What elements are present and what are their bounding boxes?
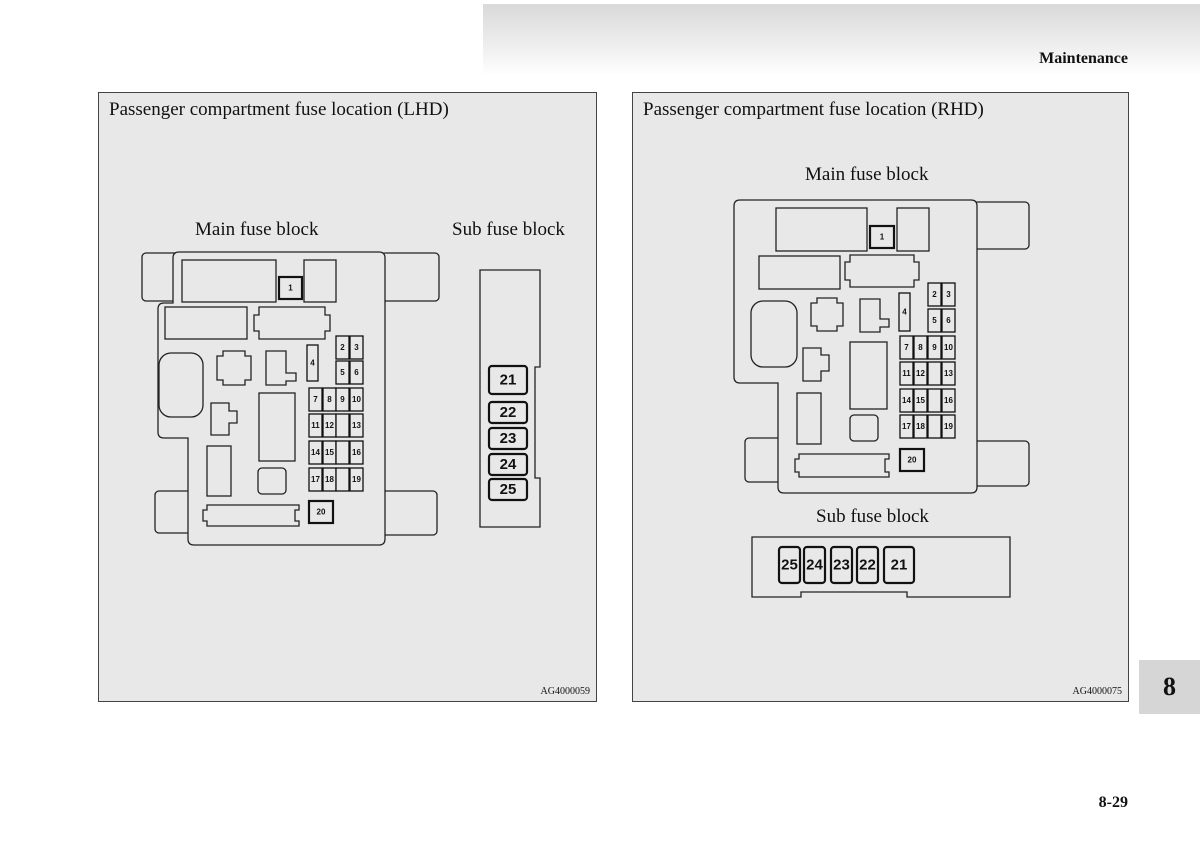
svg-text:14: 14 — [902, 396, 911, 405]
svg-text:20: 20 — [907, 455, 917, 465]
svg-text:6: 6 — [946, 316, 951, 325]
svg-text:9: 9 — [932, 343, 937, 352]
main-fuse-block-label-lhd: Main fuse block — [195, 219, 319, 240]
svg-text:9: 9 — [340, 395, 345, 404]
fuse-11 — [900, 362, 913, 385]
svg-text:17: 17 — [902, 422, 911, 431]
panel-title-lhd: Passenger compartment fuse location (LHD) — [109, 99, 449, 120]
fuse-diagram-rhd — [633, 93, 1130, 703]
fuse-19 — [942, 415, 955, 438]
svg-text:24: 24 — [499, 456, 517, 473]
fuse-empty — [928, 362, 941, 385]
fuse-1 — [870, 226, 894, 248]
svg-text:24: 24 — [806, 556, 823, 574]
svg-text:7: 7 — [904, 343, 909, 352]
svg-text:22: 22 — [499, 404, 517, 421]
svg-text:12: 12 — [325, 421, 334, 430]
fuse-20 — [900, 449, 924, 471]
fuse-12 — [323, 414, 336, 437]
panel-title-rhd: Passenger compartment fuse location (RHD) — [643, 99, 984, 120]
svg-text:12: 12 — [916, 369, 925, 378]
svg-text:23: 23 — [499, 430, 517, 447]
svg-text:21: 21 — [890, 556, 908, 574]
fuse-15 — [323, 441, 336, 464]
fuse-3 — [350, 336, 363, 359]
fuse-4 — [899, 293, 910, 331]
sub-fuse-22 — [857, 547, 878, 583]
fuse-13 — [942, 362, 955, 385]
sub-fuse-21 — [489, 366, 527, 394]
svg-text:25: 25 — [499, 481, 517, 498]
fuse-16 — [350, 441, 363, 464]
fuse-6 — [350, 361, 363, 384]
svg-text:3: 3 — [354, 343, 359, 352]
sub-fuse-block-label-rhd: Sub fuse block — [816, 506, 929, 527]
svg-text:1: 1 — [879, 232, 885, 242]
fuse-10 — [942, 336, 955, 359]
svg-text:5: 5 — [340, 368, 345, 377]
svg-text:2: 2 — [340, 343, 345, 352]
fuse-11 — [309, 414, 322, 437]
svg-text:1: 1 — [288, 283, 293, 293]
page-number: 8-29 — [1098, 794, 1128, 811]
svg-text:4: 4 — [310, 358, 315, 368]
svg-text:22: 22 — [859, 556, 876, 574]
svg-text:18: 18 — [916, 422, 925, 431]
svg-text:13: 13 — [352, 421, 361, 430]
svg-text:20: 20 — [316, 507, 326, 517]
fuse-3 — [942, 283, 955, 306]
fuse-7 — [309, 388, 322, 411]
sub-fuse-25 — [779, 547, 800, 583]
svg-text:23: 23 — [833, 556, 850, 574]
sub-fuse-25 — [489, 479, 527, 500]
svg-text:11: 11 — [902, 369, 911, 378]
fuse-14 — [900, 389, 913, 412]
section-title: Maintenance — [1039, 50, 1128, 67]
fuse-13 — [350, 414, 363, 437]
sub-fuse-24 — [804, 547, 825, 583]
figure-code-lhd: AG4000059 — [540, 686, 590, 697]
svg-text:16: 16 — [352, 448, 361, 457]
fuse-19 — [350, 468, 363, 491]
sub-fuse-23 — [831, 547, 852, 583]
fuse-empty — [336, 468, 349, 491]
svg-text:3: 3 — [946, 290, 951, 299]
svg-text:19: 19 — [352, 475, 361, 484]
sub-fuse-21 — [884, 547, 914, 583]
fuse-17 — [900, 415, 913, 438]
sub-fuse-24 — [489, 454, 527, 475]
fuse-16 — [942, 389, 955, 412]
sub-fuse-block-rhd — [752, 537, 1010, 597]
fuse-18 — [914, 415, 927, 438]
fuse-20 — [309, 501, 333, 523]
sub-fuse-22 — [489, 402, 527, 423]
svg-text:15: 15 — [916, 396, 925, 405]
svg-text:7: 7 — [313, 395, 318, 404]
svg-text:4: 4 — [902, 307, 907, 317]
svg-text:11: 11 — [311, 421, 320, 430]
figure-code-rhd: AG4000075 — [1072, 686, 1122, 697]
fuse-empty — [336, 441, 349, 464]
svg-text:10: 10 — [944, 343, 953, 352]
svg-text:13: 13 — [944, 369, 953, 378]
fuse-empty — [928, 389, 941, 412]
fuse-9 — [928, 336, 941, 359]
fuse-8 — [323, 388, 336, 411]
fuse-17 — [309, 468, 322, 491]
sub-fuse-block-label-lhd: Sub fuse block — [452, 219, 565, 240]
fuse-9 — [336, 388, 349, 411]
sub-fuse-block-lhd — [480, 270, 540, 527]
fuse-5 — [336, 361, 349, 384]
fuse-4 — [307, 345, 318, 381]
svg-text:15: 15 — [325, 448, 334, 457]
svg-text:17: 17 — [311, 475, 320, 484]
fuse-7 — [900, 336, 913, 359]
svg-text:8: 8 — [918, 343, 923, 352]
fuse-empty — [928, 415, 941, 438]
svg-text:25: 25 — [781, 556, 798, 574]
svg-text:14: 14 — [311, 448, 320, 457]
fuse-2 — [928, 283, 941, 306]
svg-text:10: 10 — [352, 395, 361, 404]
fuse-2 — [336, 336, 349, 359]
chapter-tab: 8 — [1139, 660, 1200, 714]
panel-rhd — [632, 92, 1129, 702]
fuse-diagram-lhd — [99, 93, 598, 703]
fuse-15 — [914, 389, 927, 412]
svg-text:21: 21 — [499, 371, 517, 389]
svg-text:18: 18 — [325, 475, 334, 484]
fuse-12 — [914, 362, 927, 385]
fuse-18 — [323, 468, 336, 491]
svg-text:6: 6 — [354, 368, 359, 377]
svg-text:5: 5 — [932, 316, 937, 325]
svg-text:8: 8 — [327, 395, 332, 404]
svg-text:2: 2 — [932, 290, 937, 299]
fuse-14 — [309, 441, 322, 464]
fuse-6 — [942, 309, 955, 332]
sub-fuse-23 — [489, 428, 527, 449]
fuse-10 — [350, 388, 363, 411]
svg-text:19: 19 — [944, 422, 953, 431]
fuse-empty — [336, 414, 349, 437]
fuse-8 — [914, 336, 927, 359]
fuse-1 — [279, 277, 302, 299]
svg-text:16: 16 — [944, 396, 953, 405]
main-fuse-block-label-rhd: Main fuse block — [805, 164, 929, 185]
fuse-5 — [928, 309, 941, 332]
panel-lhd — [98, 92, 597, 702]
